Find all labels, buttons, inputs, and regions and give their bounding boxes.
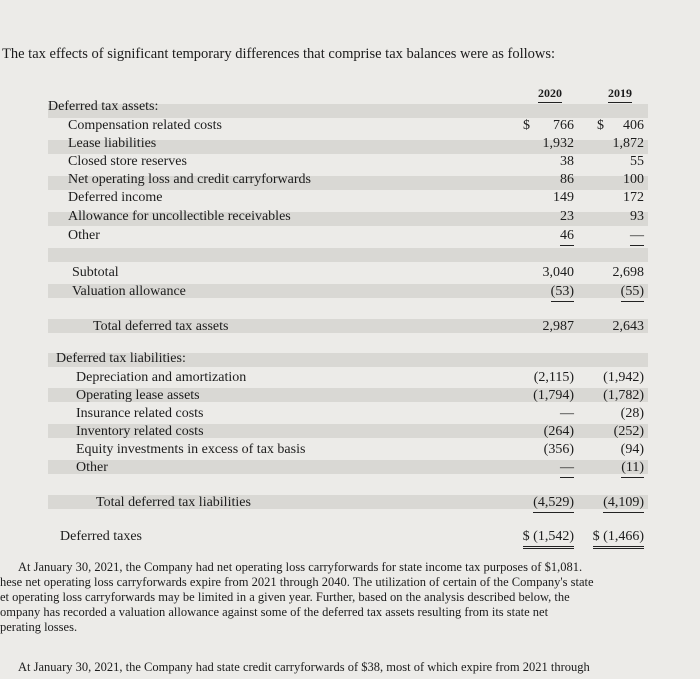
value-2020: $ (1,542) bbox=[523, 528, 574, 549]
value-2019: 2,643 bbox=[612, 319, 644, 334]
year-header-2019: 2019 bbox=[608, 86, 632, 103]
row-label: Compensation related costs bbox=[68, 118, 222, 133]
value-2020: 766 bbox=[553, 118, 574, 133]
row-label: Total deferred tax liabilities bbox=[96, 495, 251, 510]
value-2019: $ (1,466) bbox=[593, 528, 644, 549]
table-row bbox=[0, 227, 700, 245]
value-2019: (28) bbox=[620, 406, 644, 421]
row-label: Other bbox=[76, 460, 108, 475]
total-assets-row bbox=[0, 318, 700, 336]
row-label: Inventory related costs bbox=[76, 424, 204, 439]
row-label: Deferred income bbox=[68, 190, 163, 205]
row-label: Total deferred tax assets bbox=[93, 319, 229, 334]
value-2020: 3,040 bbox=[542, 265, 574, 280]
paragraph-2: At January 30, 2021, the Company had state credit carryforwards of $38, most of which expire from 2021 through bbox=[18, 660, 590, 674]
valuation-row bbox=[0, 283, 700, 301]
value-2019: 2,698 bbox=[612, 265, 644, 280]
value-2019: (4,109) bbox=[603, 494, 644, 513]
assets-header-row bbox=[0, 98, 700, 116]
value-2020: (4,529) bbox=[533, 494, 574, 513]
paragraph-line: hese net operating loss carryforwards expire from 2021 through 2040. The utilization of certain of the Company's state bbox=[0, 575, 594, 589]
row-label: Lease liabilities bbox=[68, 136, 157, 151]
dollar-sign: $ bbox=[597, 118, 604, 133]
value-2020: (264) bbox=[543, 424, 574, 439]
value-2020: — bbox=[560, 459, 574, 478]
paragraph-line: At January 30, 2021, the Company had net operating loss carryforwards for state income tax purposes of $1,081. bbox=[18, 560, 583, 574]
total-liabilities-row bbox=[0, 494, 700, 512]
table-row bbox=[0, 405, 700, 423]
value-2019: 93 bbox=[630, 209, 644, 224]
value-2020: 38 bbox=[560, 154, 574, 169]
row-label: Depreciation and amortization bbox=[76, 370, 247, 385]
subtotal-row bbox=[0, 264, 700, 282]
table-row bbox=[0, 423, 700, 441]
row-label: Closed store reserves bbox=[68, 154, 187, 169]
liabilities-header-row bbox=[0, 350, 700, 368]
paragraph-1 bbox=[0, 560, 700, 635]
table-row bbox=[0, 135, 700, 153]
table-row bbox=[0, 208, 700, 226]
table-row bbox=[0, 153, 700, 171]
value-2019: (94) bbox=[620, 442, 644, 457]
row-label: Other bbox=[68, 228, 100, 243]
dollar-sign: $ bbox=[523, 118, 530, 133]
row-label: Operating lease assets bbox=[76, 388, 200, 403]
value-2020: (1,794) bbox=[533, 388, 574, 403]
year-header-2020: 2020 bbox=[538, 86, 562, 103]
value-2019: (55) bbox=[621, 283, 644, 302]
paragraph-line: perating losses. bbox=[0, 620, 78, 634]
table-row bbox=[0, 459, 700, 477]
table-row bbox=[0, 441, 700, 459]
value-2020: 2,987 bbox=[542, 319, 574, 334]
row-label: Deferred taxes bbox=[60, 529, 143, 544]
row-label: Equity investments in excess of tax basis bbox=[76, 442, 306, 457]
value-2019: (1,942) bbox=[603, 370, 644, 385]
table-row bbox=[0, 387, 700, 405]
value-2020: 23 bbox=[560, 209, 574, 224]
table-row bbox=[0, 171, 700, 189]
value-2019: 172 bbox=[623, 190, 644, 205]
value-2020: 1,932 bbox=[542, 136, 574, 151]
table-row bbox=[0, 369, 700, 387]
row-label: Net operating loss and credit carryforwards bbox=[68, 172, 311, 187]
table-row bbox=[0, 189, 700, 207]
paragraph-line: ompany has recorded a valuation allowance against some of the deferred tax assets resulting from its state net bbox=[0, 605, 549, 619]
row-band bbox=[48, 248, 648, 262]
value-2019: (252) bbox=[613, 424, 644, 439]
value-2020: 46 bbox=[560, 227, 574, 246]
table-row bbox=[0, 117, 700, 135]
row-label: Insurance related costs bbox=[76, 406, 204, 421]
value-2020: 86 bbox=[560, 172, 574, 187]
row-label: Allowance for uncollectible receivables bbox=[68, 209, 291, 224]
value-2019: 1,872 bbox=[612, 136, 644, 151]
paragraph-line: et operating loss carryforwards may be limited in a given year. Further, based on the analysis described below, the bbox=[0, 590, 570, 604]
value-2020: 149 bbox=[553, 190, 574, 205]
value-2019: — bbox=[630, 227, 644, 246]
row-label: Valuation allowance bbox=[72, 284, 186, 299]
deferred-taxes-row bbox=[0, 528, 700, 546]
value-2019: 55 bbox=[630, 154, 644, 169]
value-2020: (356) bbox=[543, 442, 574, 457]
intro-text: The tax effects of significant temporary differences that comprise tax balances were as follows: bbox=[2, 46, 556, 62]
value-2019: 100 bbox=[623, 172, 644, 187]
value-2020: — bbox=[560, 406, 574, 421]
row-label: Subtotal bbox=[72, 265, 119, 280]
value-2019: (11) bbox=[621, 459, 644, 478]
value-2020: (53) bbox=[551, 283, 574, 302]
value-2019: 406 bbox=[623, 118, 644, 133]
value-2020: (2,115) bbox=[533, 370, 574, 385]
value-2019: (1,782) bbox=[603, 388, 644, 403]
liabilities-header: Deferred tax liabilities: bbox=[56, 351, 186, 366]
assets-header: Deferred tax assets: bbox=[48, 99, 159, 114]
